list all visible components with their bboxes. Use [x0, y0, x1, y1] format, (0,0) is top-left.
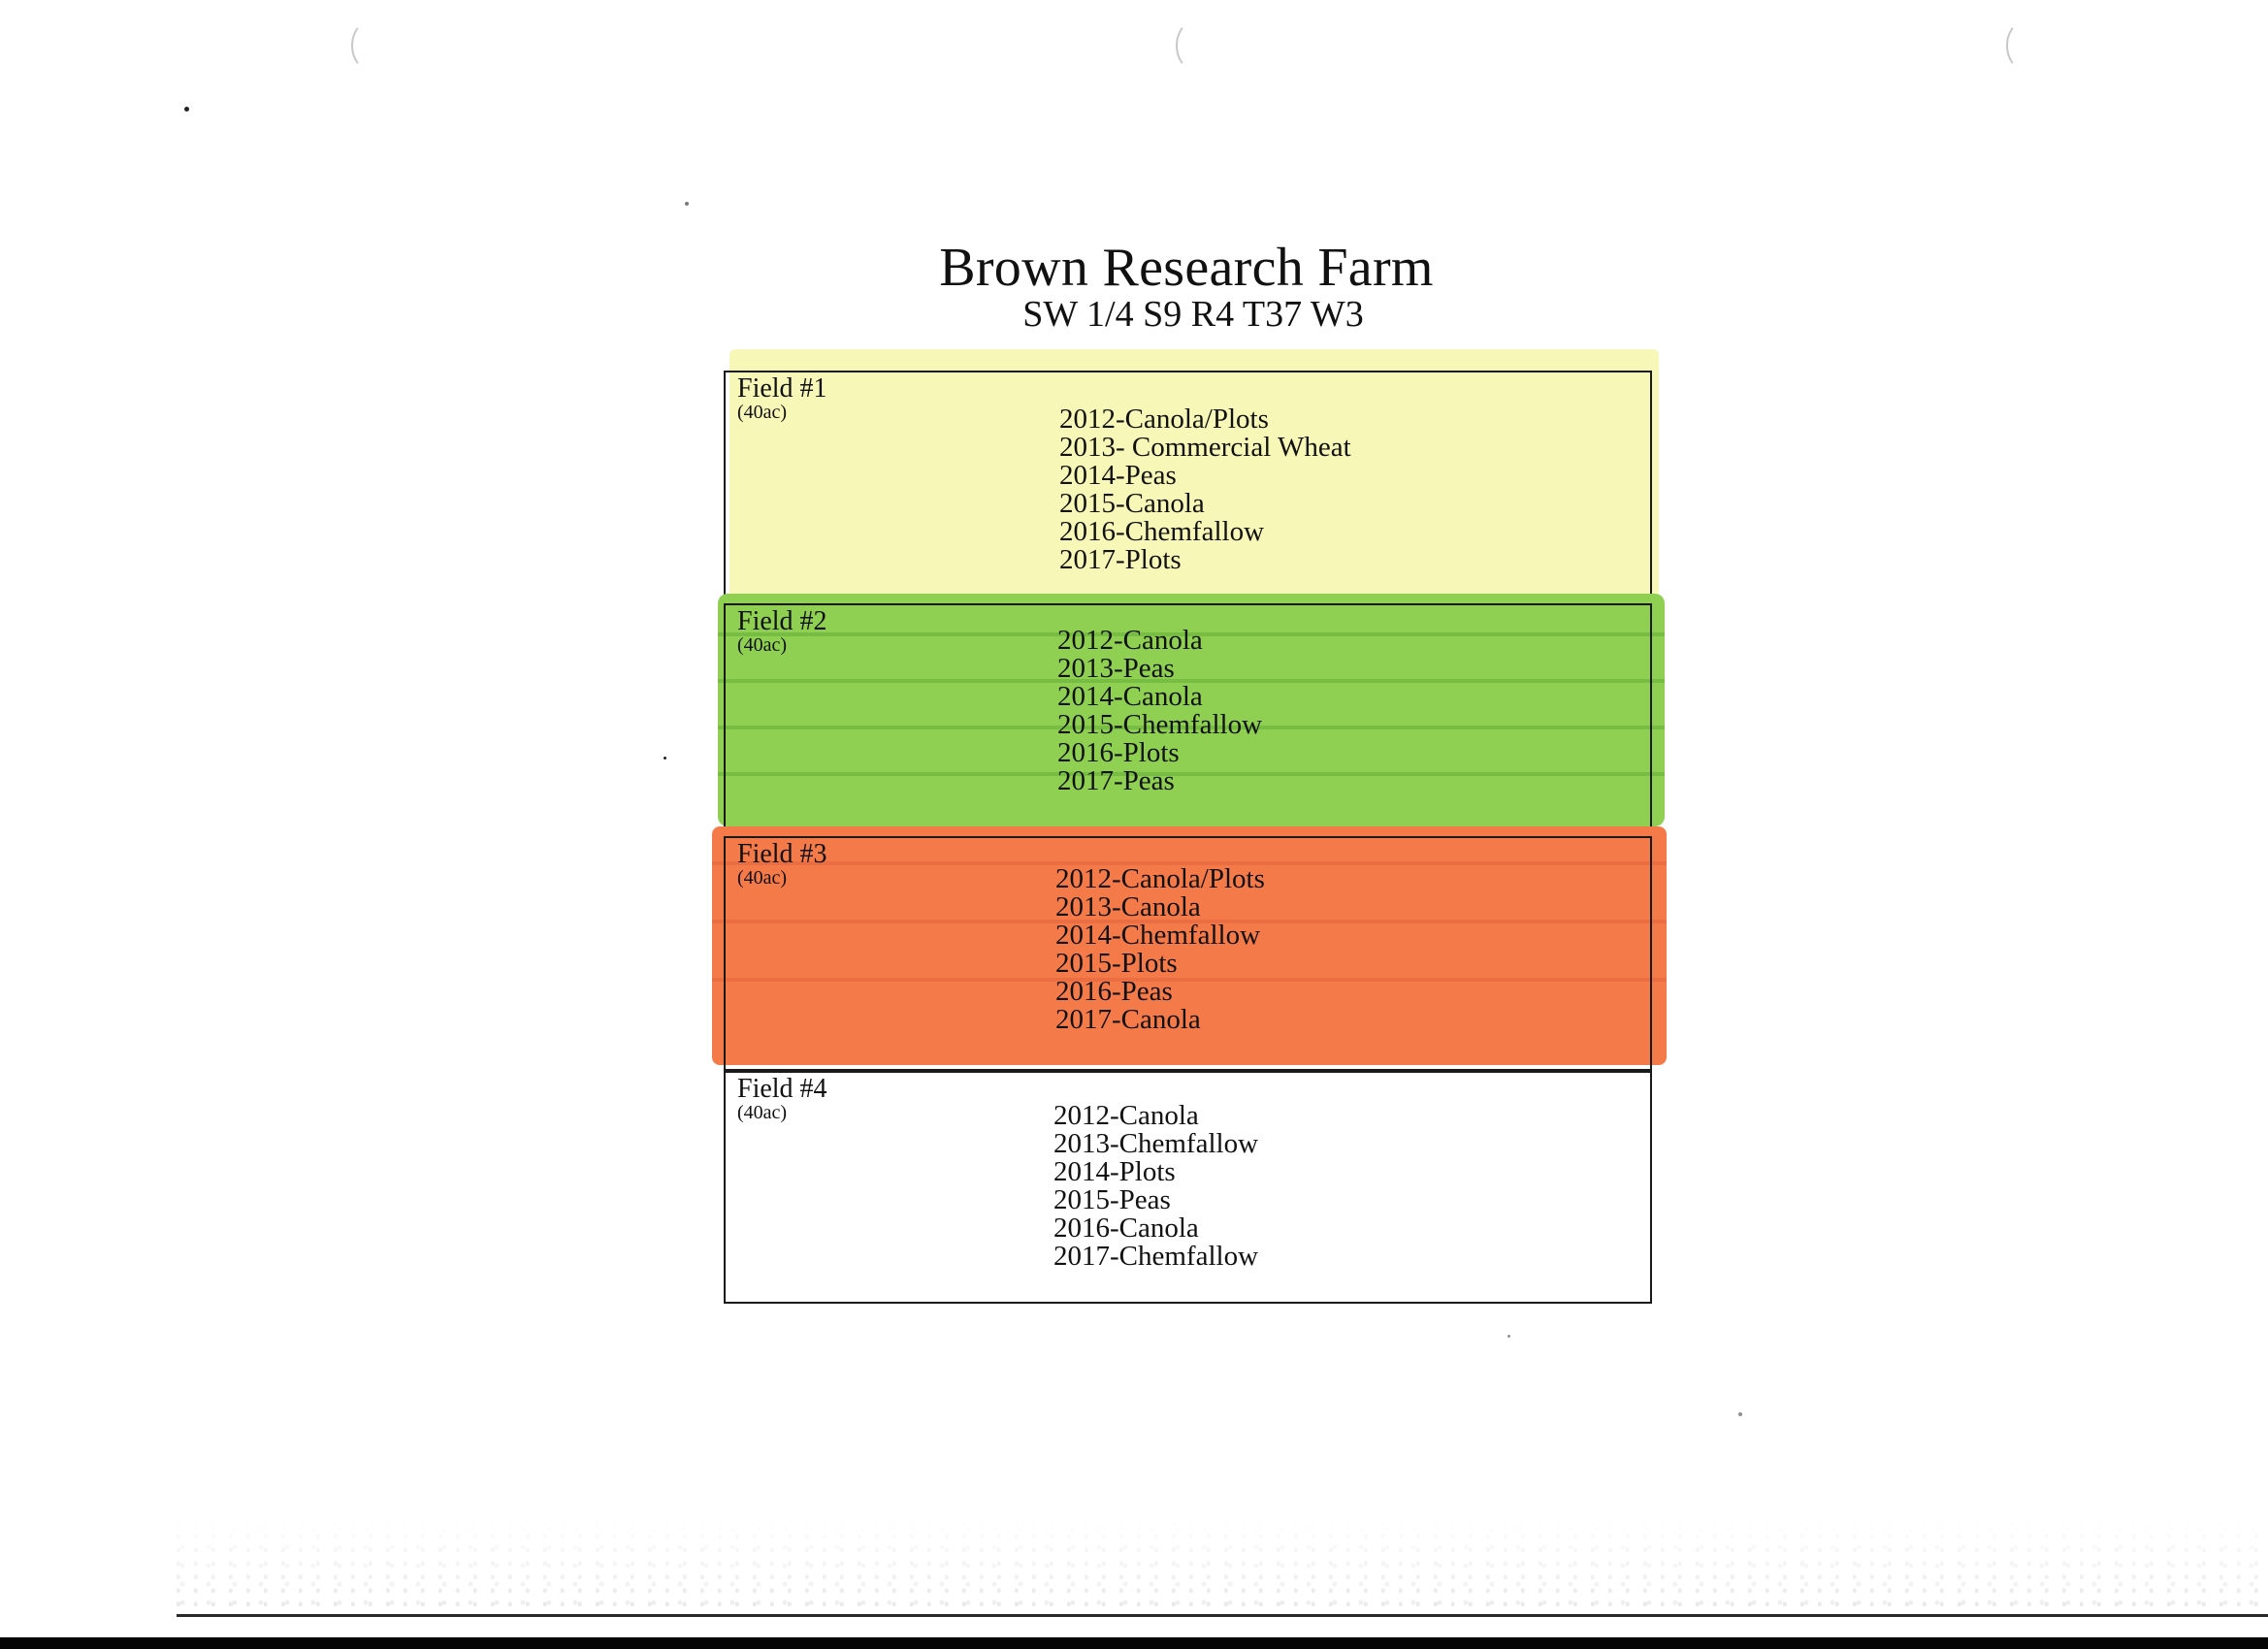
rotation-entry: 2016-Canola [1053, 1212, 1199, 1244]
hole-punch-mark-left [351, 21, 386, 70]
rotation-entry: 2016-Chemfallow [1059, 516, 1265, 547]
hole-punch-mark-center [1176, 21, 1211, 70]
rotation-entry: 2017-Peas [1057, 765, 1175, 796]
field-2-box [724, 603, 1652, 836]
document-title: Brown Research Farm [939, 238, 1434, 298]
rotation-entry: 2012-Canola/Plots [1059, 404, 1269, 435]
scan-speck [184, 107, 189, 112]
scan-speck [685, 202, 689, 206]
scan-speck [1507, 1335, 1510, 1338]
rotation-entry: 2016-Peas [1055, 976, 1173, 1007]
scanner-dust [177, 1513, 2268, 1614]
rotation-entry: 2017-Canola [1055, 1004, 1201, 1035]
rotation-entry: 2012-Canola [1053, 1100, 1199, 1131]
rotation-entry: 2012-Canola [1057, 625, 1203, 656]
field-2-rotation-list [1057, 627, 1262, 795]
rotation-entry: 2013-Peas [1057, 653, 1175, 684]
rotation-entry: 2015-Chemfallow [1057, 709, 1263, 740]
rotation-entry: 2014-Canola [1057, 681, 1203, 712]
field-4-area: (40ac) [737, 1102, 788, 1123]
rotation-entry: 2015-Plots [1055, 948, 1178, 979]
hole-punch-mark-right [2006, 21, 2041, 70]
rotation-entry: 2014-Chemfallow [1055, 920, 1261, 951]
field-1-label: Field #1 [737, 373, 827, 404]
rotation-entry: 2014-Plots [1053, 1156, 1176, 1187]
rotation-entry: 2015-Canola [1059, 488, 1205, 519]
rotation-entry: 2013-Canola [1055, 891, 1201, 922]
scanner-edge-line [177, 1614, 2268, 1617]
rotation-entry: 2014-Peas [1059, 460, 1177, 491]
field-1-box [724, 371, 1652, 603]
field-3-rotation-list [1055, 865, 1265, 1034]
legal-land-description: SW 1/4 S9 R4 T37 W3 [1022, 294, 1364, 335]
field-2-label: Field #2 [737, 606, 827, 636]
scan-speck [664, 757, 666, 760]
rotation-entry: 2013-Chemfallow [1053, 1128, 1259, 1159]
field-3-label: Field #3 [737, 839, 827, 869]
rotation-entry: 2015-Peas [1053, 1184, 1171, 1215]
scan-speck [1738, 1412, 1742, 1416]
field-4-label: Field #4 [737, 1074, 827, 1104]
field-1-rotation-list [1059, 405, 1351, 574]
scanner-edge-bar [0, 1637, 2268, 1649]
field-1-area: (40ac) [737, 402, 788, 423]
field-4-box [724, 1071, 1652, 1304]
field-3-box [724, 836, 1652, 1071]
field-2-area: (40ac) [737, 634, 788, 656]
rotation-entry: 2017-Plots [1059, 544, 1182, 575]
field-4-rotation-list [1053, 1102, 1258, 1271]
rotation-entry: 2016-Plots [1057, 737, 1180, 768]
field-3-area: (40ac) [737, 867, 788, 889]
rotation-entry: 2013- Commercial Wheat [1059, 432, 1351, 463]
rotation-entry: 2012-Canola/Plots [1055, 863, 1265, 894]
rotation-entry: 2017-Chemfallow [1053, 1241, 1259, 1272]
